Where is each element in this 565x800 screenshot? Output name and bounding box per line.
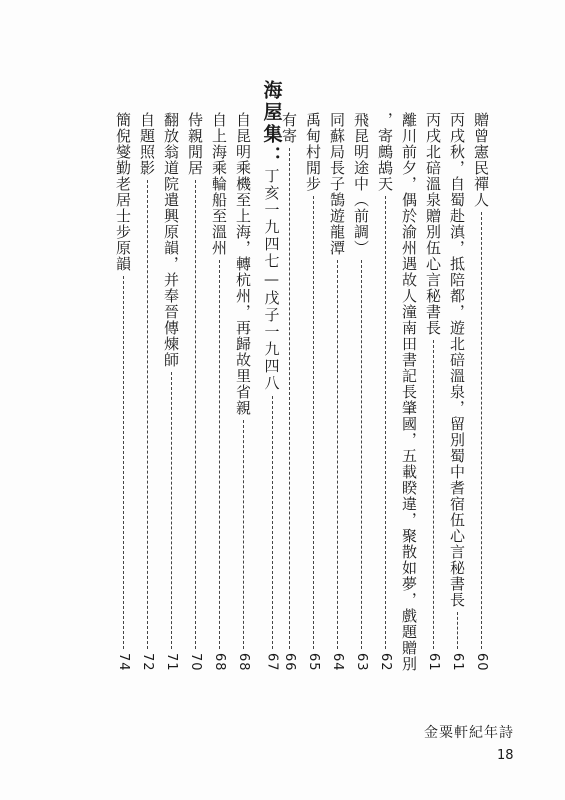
toc-entry-page: 66: [282, 653, 297, 672]
toc-entry-page: 72: [140, 653, 155, 672]
dot-leader: [123, 276, 124, 649]
dot-leader: [171, 372, 172, 649]
toc-entry-title: 丙戌秋，自蜀赴滇，抵陪都，遊北碚溫泉，留別蜀中耆宿伍心言秘書長: [448, 112, 466, 608]
toc-entry-title: 自昆明乘機至上海，轉杭州，再歸故里省親: [234, 112, 252, 416]
toc-entry-page: 68: [236, 653, 251, 672]
toc-entry-page: 61: [450, 653, 465, 672]
toc-entry: [232, 112, 254, 672]
toc-entry-page: 63: [354, 653, 369, 672]
toc-entry-title: 贈曾憲民禪人: [472, 112, 490, 208]
toc-entry: [112, 112, 134, 672]
section-name: 海屋集：: [260, 80, 283, 168]
dot-leader: [433, 340, 434, 649]
toc-entry: [422, 112, 444, 672]
toc-entry-title: 離川前夕，偶於渝州遇故人潼南田書記長肇國，五載睽違，聚散如夢，戲題贈別: [400, 112, 418, 672]
toc-entry-title: ，寄鷓鴣天: [376, 112, 394, 192]
dot-leader: [385, 196, 386, 649]
toc-entry-page: 61: [426, 653, 441, 672]
toc-entry: [398, 112, 420, 672]
dot-leader: [313, 196, 314, 649]
section-page: 67: [264, 653, 280, 672]
toc-entry-title: 丙戌北碚溫泉贈別伍心言秘書長: [424, 112, 442, 336]
toc-entry-page: 74: [116, 653, 131, 672]
dot-leader: [243, 420, 244, 649]
toc-entry-title: 禹甸村閒步: [304, 112, 322, 192]
toc-entry-page: 62: [378, 653, 393, 672]
toc-entry: [470, 112, 492, 672]
toc-entry-title: 飛昆明途中（前調）: [352, 112, 370, 256]
toc-entry: [160, 112, 182, 672]
toc-entry-page: 65: [306, 653, 321, 672]
dot-leader: [337, 260, 338, 649]
dot-leader: [219, 260, 220, 649]
toc-entry: [136, 112, 158, 672]
dot-leader: [361, 260, 362, 649]
toc-entry-page: 64: [330, 653, 345, 672]
section-heading: [258, 80, 286, 672]
toc-entry-title: 簡倪燮勤老居士步原韻: [114, 112, 132, 272]
dot-leader: [289, 148, 290, 649]
toc-entry: [208, 112, 230, 672]
toc-entry: [446, 112, 468, 672]
dot-leader: [457, 612, 458, 649]
toc-entry-title: 侍親閒居: [186, 112, 204, 176]
toc-entry: [350, 112, 372, 672]
dot-leader: [195, 180, 196, 649]
dot-leader: [272, 396, 273, 649]
section-date-range: 丁亥一九四七—戊子一九四八: [262, 168, 281, 392]
toc-entry-page: 71: [164, 653, 179, 672]
toc-entry: [184, 112, 206, 672]
toc-entry-page: 60: [474, 653, 489, 672]
dot-leader: [481, 212, 482, 649]
toc-entry-title: 自題照影: [138, 112, 156, 176]
toc-entry-title: 同蘇局長子鵠遊龍潭: [328, 112, 346, 256]
book-title: 金粟軒紀年詩: [424, 725, 514, 741]
toc-entry-page: 70: [188, 653, 203, 672]
page-number: 18: [497, 748, 514, 763]
toc-entry: [326, 112, 348, 672]
toc-entry-title: 有寄: [280, 112, 298, 144]
toc-entry-title: 翻放翁道院遣興原韻，并奉晉傳煉師: [162, 112, 180, 368]
toc-entry-title: 自上海乘輪船至溫州: [210, 112, 228, 256]
toc-entry-page: 68: [212, 653, 227, 672]
toc-entry: [302, 112, 324, 672]
dot-leader: [147, 180, 148, 649]
toc-entry: [374, 112, 396, 672]
